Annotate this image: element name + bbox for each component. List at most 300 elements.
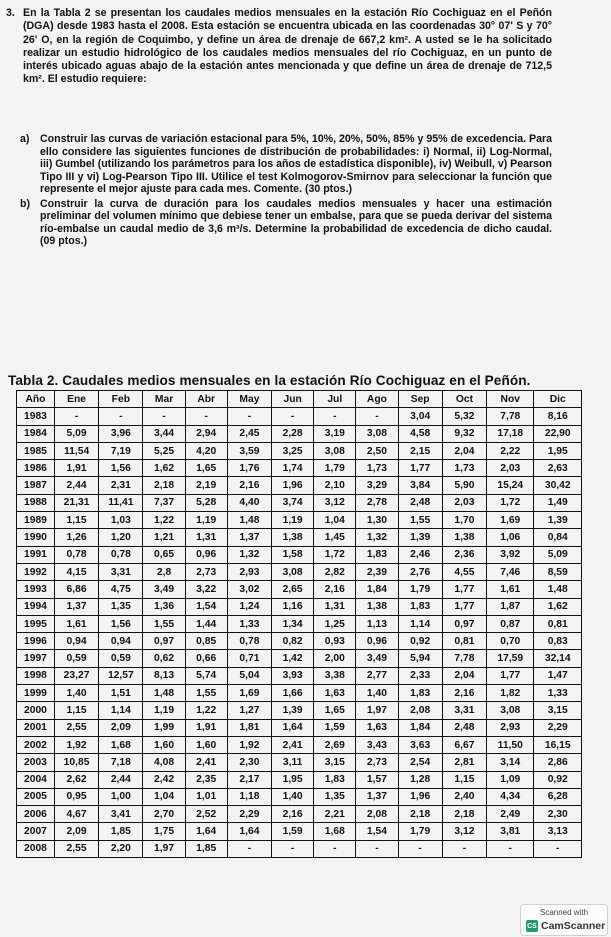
flow-cell: 5,09 — [534, 546, 582, 563]
table-row — [17, 408, 582, 425]
table-row — [17, 719, 582, 736]
column-header: Dic — [534, 391, 582, 408]
year-cell: 1986 — [17, 460, 55, 477]
flow-cell: 1,36 — [143, 598, 185, 615]
flow-cell: 1,14 — [99, 702, 143, 719]
table-row — [17, 615, 582, 632]
flow-cell: 1,34 — [272, 615, 314, 632]
flow-cell: 5,94 — [398, 650, 442, 667]
flow-cell: 3,02 — [227, 581, 271, 598]
flow-cell: 2,16 — [272, 806, 314, 823]
flow-cell: 1,47 — [534, 667, 582, 684]
flow-cell: 2,29 — [534, 719, 582, 736]
flow-cell: 1,39 — [398, 529, 442, 546]
year-cell: 2007 — [17, 823, 55, 840]
flow-cell: 1,38 — [442, 529, 486, 546]
flow-cell: 3,92 — [487, 546, 534, 563]
flow-cell: 2,20 — [99, 840, 143, 857]
year-cell: 1998 — [17, 667, 55, 684]
flow-cell: 1,54 — [185, 598, 227, 615]
flow-cell: 1,61 — [54, 615, 98, 632]
year-cell: 2001 — [17, 719, 55, 736]
flow-cell: 1,39 — [534, 512, 582, 529]
flow-cell: 4,55 — [442, 563, 486, 580]
flow-cell: 1,83 — [398, 685, 442, 702]
flow-cell: 0,66 — [185, 650, 227, 667]
watermark-brand — [526, 920, 605, 932]
flow-cell: 1,64 — [185, 823, 227, 840]
flow-cell: 4,40 — [227, 494, 271, 511]
flow-cell: - — [356, 408, 398, 425]
flow-cell: 23,27 — [54, 667, 98, 684]
flow-cell: 4,58 — [398, 425, 442, 442]
flow-cell: 2,55 — [54, 840, 98, 857]
flow-cell: 2,22 — [487, 442, 534, 459]
flow-cell: - — [227, 840, 271, 857]
flow-cell: - — [398, 840, 442, 857]
flow-cell: 1,27 — [227, 702, 271, 719]
column-header: Jun — [272, 391, 314, 408]
flow-cell: 0,81 — [442, 633, 486, 650]
flow-cell: 3,19 — [314, 425, 356, 442]
flow-cell: 3,13 — [534, 823, 582, 840]
flow-cell: 3,44 — [143, 425, 185, 442]
flow-cell: 2,30 — [227, 754, 271, 771]
flow-cell: 0,96 — [185, 546, 227, 563]
flow-cell: 1,40 — [356, 685, 398, 702]
flow-cell: 1,62 — [534, 598, 582, 615]
flow-cell: 3,31 — [442, 702, 486, 719]
year-cell: 1992 — [17, 563, 55, 580]
flow-cell: 2,16 — [314, 581, 356, 598]
flow-cell: - — [442, 840, 486, 857]
column-header: Jul — [314, 391, 356, 408]
flow-cell: 2,28 — [272, 425, 314, 442]
flow-cell: 2,40 — [442, 788, 486, 805]
flow-cell: 6,86 — [54, 581, 98, 598]
flow-cell: 1,42 — [272, 650, 314, 667]
flow-cell: 2,16 — [442, 685, 486, 702]
flow-cell: 5,09 — [54, 425, 98, 442]
flow-cell: 1,60 — [185, 736, 227, 753]
flow-cell: 3,25 — [272, 442, 314, 459]
flow-cell: 1,55 — [185, 685, 227, 702]
flow-cell: 2,41 — [185, 754, 227, 771]
flow-cell: 2,18 — [442, 806, 486, 823]
flow-cell: 2,50 — [356, 442, 398, 459]
flow-cell: 1,44 — [185, 615, 227, 632]
flow-cell: 2,45 — [227, 425, 271, 442]
flow-cell: 10,85 — [54, 754, 98, 771]
flow-cell: 2,93 — [487, 719, 534, 736]
flow-cell: 1,22 — [143, 512, 185, 529]
table-title: Tabla 2. Caudales medios mensuales en la estación Río Cochiguaz en el Peñón. — [8, 373, 531, 388]
flow-cell: 1,77 — [442, 581, 486, 598]
flow-cell: 0,59 — [54, 650, 98, 667]
table-row — [17, 702, 582, 719]
flow-cell: 3,84 — [398, 477, 442, 494]
flow-cell: 3,14 — [487, 754, 534, 771]
flow-cell: 0,92 — [534, 771, 582, 788]
flow-cell: 1,95 — [272, 771, 314, 788]
year-cell: 1995 — [17, 615, 55, 632]
year-cell: 1987 — [17, 477, 55, 494]
flow-cell: 1,68 — [314, 823, 356, 840]
table-row — [17, 442, 582, 459]
flow-cell: 2,76 — [398, 563, 442, 580]
flow-cell: 2,30 — [534, 806, 582, 823]
flow-cell: 15,24 — [487, 477, 534, 494]
flow-cell: - — [185, 408, 227, 425]
column-header: Abr — [185, 391, 227, 408]
column-header: Mar — [143, 391, 185, 408]
flow-cell: 1,83 — [314, 771, 356, 788]
flow-cell: 2,36 — [442, 546, 486, 563]
flow-cell: 9,32 — [442, 425, 486, 442]
flow-cell: 1,97 — [143, 840, 185, 857]
flow-cell: - — [272, 408, 314, 425]
flow-cell: 0,78 — [54, 546, 98, 563]
flow-cell: 4,67 — [54, 806, 98, 823]
flow-cell: 1,56 — [99, 460, 143, 477]
flow-cell: 11,41 — [99, 494, 143, 511]
flow-cell: 2,48 — [398, 494, 442, 511]
flow-cell: 3,08 — [487, 702, 534, 719]
table-row — [17, 754, 582, 771]
flow-cell: 2,52 — [185, 806, 227, 823]
flow-cell: 3,04 — [398, 408, 442, 425]
flow-cell: 16,15 — [534, 736, 582, 753]
flow-cell: 1,09 — [487, 771, 534, 788]
flow-cell: 1,37 — [54, 598, 98, 615]
flow-cell: 1,16 — [272, 598, 314, 615]
question-3 — [6, 7, 552, 87]
table-row — [17, 840, 582, 857]
flow-cell: 1,66 — [272, 685, 314, 702]
flow-cell: 1,55 — [143, 615, 185, 632]
flow-cell: 7,46 — [487, 563, 534, 580]
question-text: En la Tabla 2 se presentan los caudales medios mensuales en la estación Río Cochiguaz en el Peñón (DGA) desde 1983 hasta el 2008. Esta estación se encuentra ubicada en las coordenadas 30° 07' S y 70° 26' O, en la región de Coquimbo, y define un área de drenaje de 667,2 km². A usted se le ha solicitado realizar un estudio hidrológico de los caudales medios mensuales del río Cochiguaz, en un punto de interés ubicado aguas abajo de la estación antes mencionada y que define un área de drenaje de 712,5 km². El estudio requiere: — [23, 7, 552, 86]
flow-cell: 1,91 — [185, 719, 227, 736]
flow-cell: 6,28 — [534, 788, 582, 805]
flow-cell: 1,79 — [398, 581, 442, 598]
flow-cell: 1,33 — [227, 615, 271, 632]
flow-cell: 0,70 — [487, 633, 534, 650]
item-b — [20, 198, 552, 248]
flow-cell: 4,34 — [487, 788, 534, 805]
item-label: b) — [20, 197, 30, 210]
flow-cell: 1,65 — [185, 460, 227, 477]
flow-cell: 0,97 — [442, 615, 486, 632]
flow-cell: 1,58 — [272, 546, 314, 563]
year-cell: 1991 — [17, 546, 55, 563]
flow-cell: 1,55 — [398, 512, 442, 529]
flow-cell: 32,14 — [534, 650, 582, 667]
flow-cell: 1,14 — [398, 615, 442, 632]
flow-cell: 1,96 — [398, 788, 442, 805]
flow-cell: 2,41 — [272, 736, 314, 753]
flow-table — [16, 390, 582, 858]
table-row — [17, 581, 582, 598]
flow-cell: 3,22 — [185, 581, 227, 598]
flow-cell: 1,37 — [227, 529, 271, 546]
flow-cell: 2,65 — [272, 581, 314, 598]
flow-cell: 0,87 — [487, 615, 534, 632]
flow-cell: 1,95 — [534, 442, 582, 459]
table-row — [17, 598, 582, 615]
flow-cell: 1,70 — [442, 512, 486, 529]
flow-cell: 5,74 — [185, 667, 227, 684]
column-header: May — [227, 391, 271, 408]
flow-cell: 1,00 — [99, 788, 143, 805]
flow-cell: 1,99 — [143, 719, 185, 736]
flow-cell: 3,29 — [356, 477, 398, 494]
flow-cell: 2,73 — [356, 754, 398, 771]
flow-cell: 5,04 — [227, 667, 271, 684]
year-cell: 2002 — [17, 736, 55, 753]
flow-cell: 3,38 — [314, 667, 356, 684]
flow-cell: - — [99, 408, 143, 425]
flow-cell: 2,81 — [442, 754, 486, 771]
flow-cell: 1,13 — [356, 615, 398, 632]
flow-cell: 5,90 — [442, 477, 486, 494]
flow-cell: 1,20 — [99, 529, 143, 546]
flow-cell: 2,63 — [534, 460, 582, 477]
flow-cell: 1,61 — [487, 581, 534, 598]
flow-cell: 1,64 — [272, 719, 314, 736]
table-row — [17, 633, 582, 650]
flow-cell: 1,49 — [534, 494, 582, 511]
flow-cell: 1,77 — [442, 598, 486, 615]
flow-cell: 12,57 — [99, 667, 143, 684]
flow-cell: 2,73 — [185, 563, 227, 580]
flow-cell: 7,19 — [99, 442, 143, 459]
flow-cell: 1,85 — [99, 823, 143, 840]
flow-cell: 2,31 — [99, 477, 143, 494]
flow-cell: 1,79 — [314, 460, 356, 477]
flow-cell: 1,87 — [487, 598, 534, 615]
flow-cell: 2,55 — [54, 719, 98, 736]
flow-cell: 2,62 — [54, 771, 98, 788]
flow-cell: 2,03 — [442, 494, 486, 511]
flow-cell: 1,72 — [487, 494, 534, 511]
scanner-watermark — [520, 904, 608, 936]
flow-cell: 1,59 — [272, 823, 314, 840]
flow-cell: 0,62 — [143, 650, 185, 667]
flow-cell: 0,84 — [534, 529, 582, 546]
flow-cell: 1,83 — [356, 546, 398, 563]
flow-cell: 1,30 — [356, 512, 398, 529]
flow-cell: 1,63 — [356, 719, 398, 736]
flow-cell: 0,65 — [143, 546, 185, 563]
flow-cell: 1,68 — [99, 736, 143, 753]
flow-cell: 1,03 — [99, 512, 143, 529]
flow-cell: 1,48 — [534, 581, 582, 598]
flow-cell: 3,43 — [356, 736, 398, 753]
flow-cell: 4,20 — [185, 442, 227, 459]
flow-cell: 6,67 — [442, 736, 486, 753]
year-cell: 2000 — [17, 702, 55, 719]
flow-cell: 1,69 — [227, 685, 271, 702]
flow-cell: 1,51 — [99, 685, 143, 702]
flow-cell: 0,92 — [398, 633, 442, 650]
flow-cell: 3,12 — [442, 823, 486, 840]
flow-cell: 5,28 — [185, 494, 227, 511]
column-header: Ago — [356, 391, 398, 408]
table-row — [17, 563, 582, 580]
table-row — [17, 425, 582, 442]
flow-cell: 8,16 — [534, 408, 582, 425]
flow-cell: 5,25 — [143, 442, 185, 459]
flow-cell: 1,91 — [54, 460, 98, 477]
flow-cell: 1,85 — [185, 840, 227, 857]
flow-cell: 1,38 — [272, 529, 314, 546]
column-header: Nov — [487, 391, 534, 408]
flow-cell: 1,73 — [356, 460, 398, 477]
year-cell: 1990 — [17, 529, 55, 546]
item-a — [20, 133, 552, 196]
flow-cell: 1,31 — [185, 529, 227, 546]
flow-cell: 4,15 — [54, 563, 98, 580]
flow-cell: 1,38 — [356, 598, 398, 615]
flow-cell: 0,59 — [99, 650, 143, 667]
flow-cell: 2,09 — [54, 823, 98, 840]
flow-cell: 11,50 — [487, 736, 534, 753]
flow-cell: 2,03 — [487, 460, 534, 477]
flow-cell: 2,18 — [398, 806, 442, 823]
flow-cell: 1,19 — [272, 512, 314, 529]
flow-cell: - — [314, 408, 356, 425]
flow-cell: 1,01 — [185, 788, 227, 805]
flow-cell: 2,29 — [227, 806, 271, 823]
header-row — [17, 391, 582, 408]
flow-cell: 3,74 — [272, 494, 314, 511]
watermark-line2: CamScanner — [541, 920, 606, 932]
flow-cell: 1,59 — [314, 719, 356, 736]
watermark-line1: Scanned with — [539, 908, 589, 917]
flow-cell: 8,59 — [534, 563, 582, 580]
flow-cell: 2,21 — [314, 806, 356, 823]
column-header: Año — [17, 391, 55, 408]
flow-cell: - — [227, 408, 271, 425]
flow-cell: 2,09 — [99, 719, 143, 736]
flow-cell: - — [54, 408, 98, 425]
flow-cell: 21,31 — [54, 494, 98, 511]
flow-cell: 1,15 — [54, 512, 98, 529]
column-header: Ene — [54, 391, 98, 408]
flow-cell: 2,42 — [143, 771, 185, 788]
flow-cell: 3,93 — [272, 667, 314, 684]
table-row — [17, 494, 582, 511]
flow-cell: 1,18 — [227, 788, 271, 805]
flow-cell: 1,74 — [272, 460, 314, 477]
flow-cell: 2,78 — [356, 494, 398, 511]
table-row — [17, 806, 582, 823]
flow-cell: 7,18 — [99, 754, 143, 771]
flow-cell: - — [356, 840, 398, 857]
flow-cell: 1,65 — [314, 702, 356, 719]
flow-cell: 1,22 — [185, 702, 227, 719]
flow-cell: 2,19 — [185, 477, 227, 494]
flow-cell: 30,42 — [534, 477, 582, 494]
flow-cell: 2,82 — [314, 563, 356, 580]
flow-cell: 2,18 — [143, 477, 185, 494]
table-row — [17, 771, 582, 788]
table-row — [17, 788, 582, 805]
flow-cell: 3,63 — [398, 736, 442, 753]
flow-cell: 1,04 — [314, 512, 356, 529]
flow-cell: 1,83 — [398, 598, 442, 615]
table-body — [17, 408, 582, 858]
flow-cell: 1,24 — [227, 598, 271, 615]
flow-cell: 1,54 — [356, 823, 398, 840]
table-row — [17, 512, 582, 529]
flow-cell: 1,04 — [143, 788, 185, 805]
flow-cell: 0,97 — [143, 633, 185, 650]
flow-cell: 1,45 — [314, 529, 356, 546]
year-cell: 1994 — [17, 598, 55, 615]
flow-cell: 2,54 — [398, 754, 442, 771]
flow-cell: 1,48 — [143, 685, 185, 702]
table-row — [17, 529, 582, 546]
flow-cell: 0,94 — [99, 633, 143, 650]
flow-cell: 1,31 — [314, 598, 356, 615]
flow-cell: 2,35 — [185, 771, 227, 788]
flow-cell: 1,33 — [534, 685, 582, 702]
column-header: Feb — [99, 391, 143, 408]
flow-cell: 2,04 — [442, 667, 486, 684]
flow-cell: 1,64 — [227, 823, 271, 840]
flow-cell: 1,97 — [356, 702, 398, 719]
table-row — [17, 823, 582, 840]
year-cell: 2003 — [17, 754, 55, 771]
table-row — [17, 685, 582, 702]
item-text: Construir la curva de duración para los caudales medios mensuales y hacer una estimación preliminar del volumen mínimo que debiese tener un embalse, para que se pueda derivar del sistema río-embalse un caudal medio de 3,6 m³/s. Determine la probabilidad de excedencia de dicho caudal. (09 ptos.) — [40, 197, 552, 247]
flow-cell: - — [314, 840, 356, 857]
flow-cell: 17,18 — [487, 425, 534, 442]
flow-cell: 1,92 — [227, 736, 271, 753]
flow-cell: 2,08 — [398, 702, 442, 719]
table-row — [17, 650, 582, 667]
flow-cell: 1,15 — [54, 702, 98, 719]
flow-cell: 1,82 — [487, 685, 534, 702]
year-cell: 2006 — [17, 806, 55, 823]
flow-cell: 1,28 — [398, 771, 442, 788]
flow-cell: 0,85 — [185, 633, 227, 650]
flow-cell: 1,79 — [398, 823, 442, 840]
flow-cell: 3,11 — [272, 754, 314, 771]
flow-cell: 1,19 — [185, 512, 227, 529]
column-header: Oct — [442, 391, 486, 408]
flow-cell: 2,86 — [534, 754, 582, 771]
flow-cell: 3,08 — [272, 563, 314, 580]
item-label: a) — [20, 133, 30, 145]
flow-cell: 1,25 — [314, 615, 356, 632]
flow-cell: 0,83 — [534, 633, 582, 650]
column-header: Sep — [398, 391, 442, 408]
flow-cell: 1,76 — [227, 460, 271, 477]
flow-cell: 0,81 — [534, 615, 582, 632]
year-cell: 2008 — [17, 840, 55, 857]
year-cell: 1989 — [17, 512, 55, 529]
table-row — [17, 477, 582, 494]
flow-cell: 1,84 — [356, 581, 398, 598]
flow-cell: 22,90 — [534, 425, 582, 442]
flow-cell: 1,37 — [356, 788, 398, 805]
flow-cell: 2,69 — [314, 736, 356, 753]
flow-cell: 3,08 — [356, 425, 398, 442]
flow-cell: 1,32 — [227, 546, 271, 563]
